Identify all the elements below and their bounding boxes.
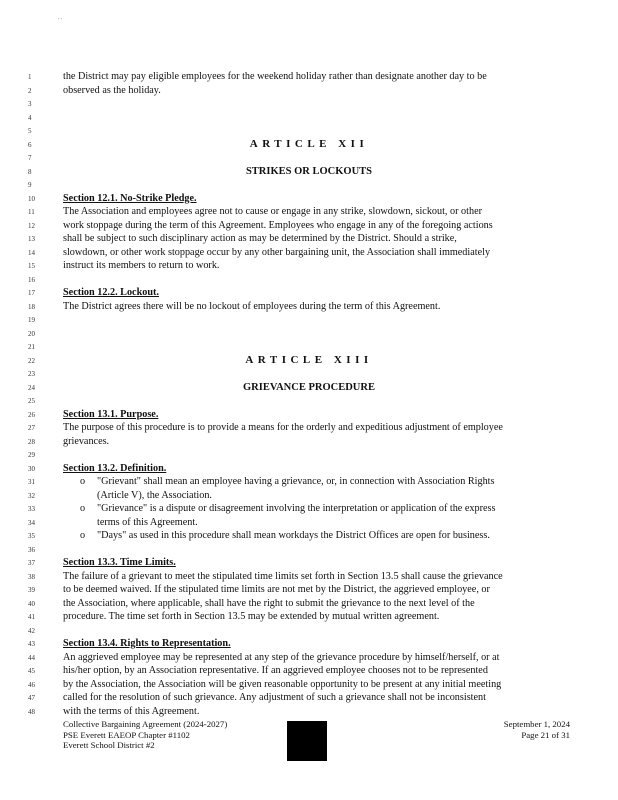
line-number: 1 [28, 73, 32, 81]
line-number: 39 [28, 586, 35, 594]
line-number: 38 [28, 572, 35, 581]
footer-chapter: PSE Everett EAEOP Chapter #1102 [63, 729, 190, 740]
line-number: 23 [28, 370, 35, 378]
body-line: instruct its members to return to work. [63, 260, 220, 271]
line-number: 44 [28, 653, 35, 662]
line-number: 43 [28, 640, 35, 648]
line-number: 48 [28, 707, 35, 716]
line-number: 10 [28, 194, 35, 203]
line-number: 8 [28, 167, 32, 176]
line-number: 3 [28, 100, 32, 108]
line-number: 29 [28, 451, 35, 459]
body-line: work stoppage during the term of this Agreement. Employees who engage in any of the foregoing actions [63, 219, 493, 231]
body-line: The District agrees there will be no lockout of employees during the term of this Agreement. [63, 300, 441, 312]
bullet-icon: o [80, 476, 86, 487]
section-heading: Section 13.2. Definition. [63, 462, 167, 474]
line-number: 34 [28, 518, 35, 527]
line-number: 24 [28, 383, 35, 392]
article-heading: ARTICLE XII [249, 137, 369, 150]
line-number: 40 [28, 599, 35, 608]
line-number: 36 [28, 545, 35, 554]
article-heading: ARTICLE XIII [245, 353, 373, 366]
body-line: the District may pay eligible employees for the weekend holiday rather than designate another day to be [63, 71, 487, 82]
line-number: 9 [28, 181, 32, 189]
body-line: to be deemed waived. If the stipulated time limits are not met by the District, the aggrieved employee, or [63, 584, 490, 595]
line-number: 11 [28, 208, 35, 216]
section-heading: Section 13.4. Rights to Representation. [63, 638, 231, 649]
line-number: 28 [28, 437, 35, 446]
line-number: 16 [28, 275, 35, 284]
line-number: 33 [28, 505, 35, 513]
body-line: with the terms of this Agreement. [63, 705, 200, 717]
line-number: 42 [28, 626, 35, 635]
body-line: An aggrieved employee may be represented at any step of the grievance procedure by himself/herself, or at [63, 651, 500, 663]
redaction-box [287, 721, 327, 761]
line-number: 14 [28, 248, 35, 257]
body-line: by the Association, the Association will be given reasonable opportunity to be present at any initial meeting [63, 678, 502, 690]
body-line: procedure. The time set forth in Section 13.5 may be extended by mutual written agreement. [63, 611, 440, 622]
line-number: 37 [28, 559, 35, 567]
article-title: STRIKES OR LOCKOUTS [245, 165, 373, 177]
footer-right [504, 719, 570, 740]
body-line: slowdown, or other work stoppage occur by any other bargaining unit, the Association shall immediately [63, 246, 491, 258]
bullet-icon: o [80, 503, 86, 514]
body-line: shall be subject to such disciplinary action as may be determined by the District. Should a strike, [63, 233, 457, 244]
line-number: 35 [28, 532, 35, 540]
line-number: 26 [28, 410, 35, 419]
line-number: 32 [28, 491, 35, 500]
list-item-continuation: terms of this Agreement. [97, 516, 198, 528]
list-item: "Grievant" shall mean an employee having a grievance, or, in connection with Association Rights [97, 476, 495, 487]
body-line: observed as the holiday. [63, 84, 161, 96]
bullet-icon: o [80, 530, 86, 541]
body-line: The purpose of this procedure is to provide a means for the orderly and expeditious adjustment of employee [63, 422, 503, 433]
footer-agreement: Collective Bargaining Agreement (2024-2027) [63, 719, 228, 729]
line-number: 20 [28, 329, 35, 338]
body-line: called for the resolution of such grievance. Any adjustment of such a grievance shall not be inconsistent [63, 692, 486, 703]
line-number: 18 [28, 302, 35, 311]
section-heading: Section 12.2. Lockout. [63, 287, 159, 298]
line-number: 13 [28, 235, 35, 243]
body-line: the Association, where applicable, shall have the right to submit the grievance to the next level of the [63, 597, 475, 609]
body-line: The Association and employees agree not to cause or engage in any strike, slowdown, sickout, or other [63, 206, 482, 217]
section-heading: Section 13.1. Purpose. [63, 408, 159, 420]
list-item-continuation: (Article V), the Association. [97, 489, 212, 501]
article-title: GRIEVANCE PROCEDURE [243, 381, 375, 393]
line-number: 31 [28, 478, 35, 486]
list-item: "Days" as used in this procedure shall mean workdays the District Offices are open for business. [97, 530, 490, 541]
section-heading: Section 13.3. Time Limits. [63, 557, 176, 568]
line-number: 45 [28, 667, 35, 675]
line-number: 19 [28, 316, 35, 324]
line-number: 15 [28, 262, 35, 270]
line-number: 6 [28, 140, 32, 149]
footer-left [63, 719, 227, 751]
line-number: 41 [28, 613, 35, 621]
section-heading: Section 12.1. No-Strike Pledge. [63, 192, 197, 204]
line-number: 21 [28, 343, 35, 351]
footer-date: September 1, 2024 [503, 719, 570, 729]
line-number: 17 [28, 289, 35, 297]
line-number: 2 [28, 86, 32, 95]
body-line: grievances. [63, 435, 110, 447]
line-number: 22 [28, 356, 35, 365]
line-number: 27 [28, 424, 35, 432]
line-number: 4 [28, 113, 32, 122]
line-number: 47 [28, 694, 35, 702]
body-line: his/her option, by an Association representative. If an aggrieved employee chooses not to be represented [63, 665, 488, 676]
line-number: 30 [28, 464, 35, 473]
footer-district: Everett School District #2 [63, 740, 155, 750]
list-item: "Grievance" is a dispute or disagreement involving the interpretation or application of the express [97, 503, 496, 514]
line-number: 25 [28, 397, 35, 405]
line-number: 12 [28, 221, 35, 230]
corner-mark: ' ' [58, 18, 62, 24]
line-number: 5 [28, 127, 32, 135]
body-line: The failure of a grievant to meet the stipulated time limits set forth in Section 13.5 shall cause the grievance [63, 570, 503, 582]
line-number: 7 [28, 154, 32, 162]
line-number: 46 [28, 680, 35, 689]
footer-page-number: Page 21 of 31 [521, 729, 570, 740]
